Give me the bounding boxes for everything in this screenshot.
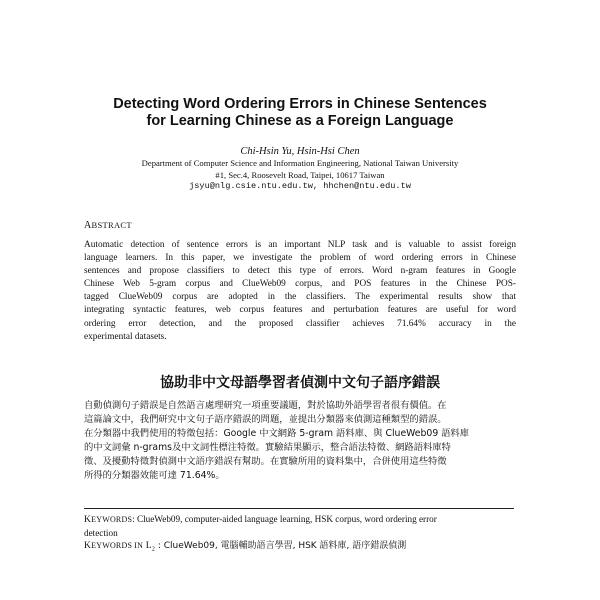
keywords-l2-heading [84, 540, 156, 553]
keywords-l2-heading-subscript: 2 [151, 546, 156, 553]
paper-title-line-1: Detecting Word Ordering Errors in Chinese Sentences [113, 96, 487, 112]
keywords-l2-heading-lang: L [143, 540, 152, 552]
abstract-heading [84, 220, 132, 231]
chinese-abstract-line: 這篇論文中，我們研究中文句子語序錯誤的問題，並提出分類器來偵測這種類型的錯誤。 [84, 414, 447, 425]
affiliation-line-2: #1, Sec.4, Roosevelt Road, Taipei, 10617 Taiwan [215, 169, 385, 180]
paper-title-line-2: for Learning Chinese as a Foreign Language [146, 113, 454, 129]
abstract-line: Chinese Web 5-gram corpus and ClueWeb09 corpus, and POS features in the Chinese POS- [84, 279, 516, 290]
abstract-line: language learners. In this paper, we investigate the problem of word ordering errors in Chinese [84, 253, 516, 264]
chinese-title: 協助非中文母語學習者偵測中文句子語序錯誤 [160, 375, 440, 391]
abstract-line: Automatic detection of sentence errors is an important NLP task and is valuable to assist foreign [84, 240, 516, 250]
keywords-english-continued: detection [84, 527, 118, 538]
keywords-l2-text: : ClueWeb09, 電腦輔助語言學習, HSK 語料庫, 語序錯誤偵測 [155, 541, 407, 552]
keywords-l2 [84, 539, 516, 556]
chinese-abstract-body [84, 399, 516, 483]
abstract-line: integrating syntactic features, web corpus features and perturbation features are useful for word [84, 305, 516, 316]
author-emails: jsyu@nlg.csie.ntu.edu.tw, hhchen@ntu.edu.tw [189, 181, 411, 191]
abstract-heading-initial: A [84, 220, 92, 231]
abstract-line: experimental datasets. [84, 331, 167, 342]
keywords-heading-initial: K [84, 514, 92, 525]
paper-authors: Chi-Hsin Yu, Hsin-Hsi Chen [240, 146, 360, 157]
keywords-section [84, 513, 516, 556]
abstract-line: tagged ClueWeb09 corpus are adopted in the classifiers. The experimental results show that [84, 292, 516, 303]
keywords-l2-heading-rest: EYWORDS IN [91, 541, 144, 551]
chinese-abstract-line: 的中文詞彙 n-grams及中文詞性標注特徵。實驗結果顯示，整合語法特徵、網路語料庫特 [84, 442, 451, 453]
keywords-divider [84, 508, 514, 509]
abstract-line: ordering error detection, and the proposed classifier achieves 71.64% accuracy in the [84, 318, 516, 329]
chinese-abstract-line: 所得的分類器效能可達 71.64%。 [84, 470, 225, 481]
affiliation-line-1: Department of Computer Science and Information Engineering, National Taiwan University [141, 158, 459, 168]
paper-title [40, 96, 560, 130]
keywords-english [84, 513, 516, 527]
abstract-line: sentences and propose classifiers to detect this type of errors. Word n-gram features in Google [84, 266, 516, 277]
paper-affiliation [40, 158, 560, 193]
keywords-heading [84, 515, 132, 524]
abstract-body [84, 239, 516, 344]
chinese-abstract-line: 自動偵測句子錯誤是自然語言處理研究一項重要議題，對於協助外語學習者很有價值。在 [84, 400, 447, 411]
abstract-heading-rest: BSTRACT [91, 220, 132, 230]
keywords-heading-rest: EYWORDS [91, 515, 133, 524]
chinese-abstract-line: 徵、及擾動特徵對偵測中文語序錯誤有幫助。在實驗所用的資料集中，合併使用這些特徵 [84, 456, 447, 467]
keywords-english-text: : ClueWeb09, computer-aided language learning, HSK corpus, word ordering error [132, 514, 437, 524]
keywords-l2-heading-initial: K [84, 540, 92, 552]
chinese-abstract-line: 在分類器中我們使用的特徵包括：Google 中文網路 5-gram 語料庫、與 ClueWeb09 語料庫 [84, 428, 470, 439]
